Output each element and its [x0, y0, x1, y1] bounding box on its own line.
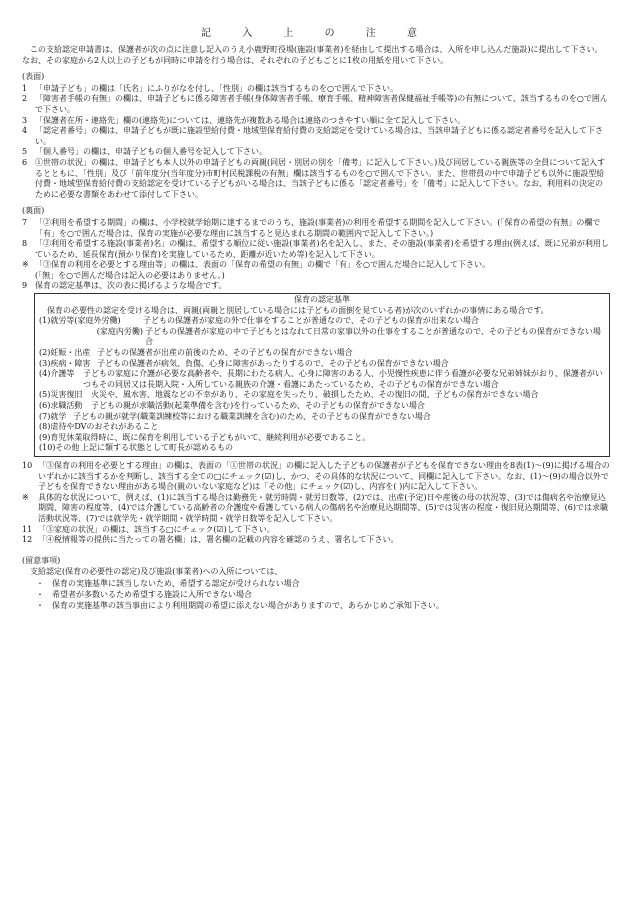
- bullet-icon: ・: [36, 600, 44, 610]
- item-text: 保育の認定基準は、次の表に掲げるような場合です。: [35, 281, 227, 291]
- bullet-icon: ・: [36, 578, 44, 588]
- criteria-label: (6)求職活動: [39, 401, 83, 410]
- list-item: [22, 589, 610, 600]
- item-number: 1: [22, 83, 28, 93]
- list-item: [22, 461, 610, 493]
- criteria-title: 保育の認定基準: [294, 295, 350, 305]
- item-number: 11: [22, 524, 33, 534]
- criteria-text: 子どもの保護者が出産の前後のため、その子どもの保育ができない場合: [97, 348, 353, 358]
- criteria-row: [39, 348, 605, 359]
- bullet-text: 希望者が多数いるため希望する施設に入所できない場合: [52, 589, 252, 599]
- back-heading: (裏面): [22, 206, 45, 216]
- item-number: 9: [22, 281, 28, 291]
- list-item: [22, 147, 610, 158]
- item-number: 7: [22, 217, 28, 227]
- item-text: 「障害者手帳の有無」の欄は、申請子どもに係る障害者手帳(身体障害者手帳、療育手帳、精神障害者保健福祉手帳等)の有無について、該当するものを○で囲んで下さい。: [35, 94, 608, 114]
- list-item: [22, 535, 610, 546]
- notes-heading: (留意事項): [22, 555, 61, 565]
- list-item: [22, 281, 610, 292]
- criteria-lead: 保育の必要性の認定を受ける場合は、両親(両親と別居している場合には子どもの面倒を見ている者)が次のいずれかの事情にある場合です。: [47, 305, 549, 315]
- criteria-row: (9)育児休業取得時に、既に保育を利用している子どもがいて、継続利用が必要であること。: [39, 432, 371, 442]
- item-number: 12: [22, 535, 33, 545]
- bullet-icon: ・: [36, 589, 44, 599]
- criteria-label: (7)就学: [39, 411, 67, 421]
- criteria-row: [39, 327, 605, 348]
- criteria-label: (3)疾病・障害: [39, 358, 91, 368]
- item-text: 「個人番号」の欄は、申請子どもの個人番号を記入して下さい。: [35, 147, 267, 157]
- item-text: 「②利用を希望する施設(事業者)名」の欄は、希望する順位に従い施設(事業者)名を記入し、また、その施設(事業者)を希望する理由(例えば、既に兄弟が利用しているため、延長保育(預かり保育)を実施しているため、距離が近いため等)を記入して下さい。: [35, 239, 609, 259]
- item-number: 6: [22, 157, 28, 167]
- list-item: [22, 126, 610, 147]
- notes-lead: 支給認定(保育の必要性の認定)及び施設(事業者)への入所については、: [30, 567, 283, 577]
- front-items: [22, 84, 610, 201]
- list-item: [22, 158, 610, 200]
- intro-paragraph: この支給認定申請書は、保護者が次の点に注意し記入のうえ小鹿野町役場(施設(事業者)を経由して提出する場合は、入所を申し込んだ施設)に提出して下さい。なお、その家庭から2人以上の子どもが同時に申請を行う場合は、それぞれの子どもごとに1枚の用紙を用いて下さい。: [22, 45, 603, 65]
- item-text: 「③家庭の状況」の欄は、該当する□にチェック(☑)して下さい。: [38, 524, 275, 534]
- item-text: 「③保育の利用を必要とする理由」の欄は、表面の「①世帯の状況」の欄に記入した子どもの保護者が子どもを保育できない理由を8表(1)〜(9)に掲げる場合のいずれかに該当するかを判断し、該当する全ての□にチェック(☑)し、かつ、その具体的な状況について、同欄に記入して下さい。なお、(1)〜(9)の場合以外で子どもを保育できない理由がある場合(親のいない家庭など)は「その他」にチェック(☑)し、内容を( )内に記入して下さい。: [38, 460, 610, 492]
- item-text: 「保護者在所・連絡先」欄の(連絡先)については、連絡先が複数ある場合は連絡のつきやすい順に全て記入して下さい。: [35, 115, 466, 125]
- criteria-text: 子どもの保護者が家庭の外で仕事をすることが普通なので、その子どもの保育が出来ない場合: [143, 316, 479, 326]
- criteria-box: [34, 293, 610, 457]
- criteria-row: [39, 443, 605, 454]
- list-item: [22, 260, 610, 281]
- list-item: [22, 493, 610, 525]
- item-text: 「④税情報等の提供に当たっての署名欄」は、署名欄の記載の内容を確認のうえ、署名して下さい。: [38, 535, 399, 545]
- list-item: [22, 94, 610, 115]
- criteria-label: (10)その他: [39, 443, 80, 453]
- criteria-text: 火災や、風水害、地震などの不幸があり、その家庭を失ったり、破損したため、その復旧の間、子どもの保育ができない場合: [91, 390, 539, 400]
- list-item: [22, 578, 610, 589]
- page-title: 記 入 上 の 注 意: [201, 28, 431, 39]
- bullet-text: 保育の実施基準に該当しないため、希望する認定が受けられない場合: [52, 578, 300, 588]
- back-items: [22, 218, 610, 292]
- item-text: 「認定者番号」の欄は、申請子どもが既に施設型給付費・地域型保育給付費の支給認定を受けている場合は、当該申請子どもに係る認定者番号を記入して下さい。: [35, 126, 603, 146]
- item-number: ※: [22, 492, 29, 502]
- criteria-text: 子どもの親が就学(職業訓練校等における職業訓練を含む)のため、その子どもの保育ができない場合: [73, 411, 431, 421]
- criteria-row: [39, 390, 605, 401]
- item-number: 3: [22, 115, 28, 125]
- bullet-text: 保育の実施基準の該当事由により利用期間の希望に添えない場合がありますので、あらかじめご承知下さい。: [52, 600, 444, 610]
- list-item: [22, 218, 610, 239]
- item-number: ※: [22, 260, 29, 270]
- criteria-label: (4)介護等: [39, 369, 75, 379]
- criteria-row: [39, 359, 605, 370]
- item-number: 8: [22, 239, 28, 249]
- list-item: [22, 525, 610, 536]
- criteria-label: (2)妊娠・出産: [39, 348, 91, 358]
- list-item: [22, 239, 610, 260]
- criteria-text: 子どもの親が求職活動(起業準備を含む)を行っているため、その子どもの保育ができない場合: [91, 401, 425, 410]
- item-text: 「②利用を希望する期間」の欄は、小学校就学始期に達するまでのうち、施設(事業者)の利用を希望する期間を記入して下さい。(「保育の希望の有無」の欄で「有」を○で囲んだ場合は、保育の実施が必要な理由に該当すると見込まれる期間の範囲内で記入して下さい。): [35, 217, 601, 238]
- item-number: 5: [22, 147, 28, 157]
- criteria-row: [39, 316, 605, 327]
- item-number: 10: [22, 460, 33, 470]
- item-text: ①世帯の状況」の欄は、申請子ども本人以外の申請子どもの両親(同居・別居の別を「備考」に記入して下さい。)及び同居している親族等の全員について記入するとともに、「性別」及び「前年度分(当年度分)市町村民税課税の有無」欄は該当するものを○で囲んで下さい。また、世帯員の中で申請子ども以外に施設型給付費・地域型保育給付費の支給認定を受けている子どもがいる場合は、当該子どもに係る「認定者番号」を「備考」に記入して下さい。なお、利用料の決定のために必要な書類をあわせて添付して下さい。: [35, 157, 606, 199]
- criteria-row: (8)虐待やDVのおそれがあること: [39, 422, 159, 432]
- list-item: [22, 84, 610, 95]
- list-item: [22, 600, 610, 611]
- item-text: 「申請子ども」の欄は「氏名」にふりがなを付し、「性別」の欄は該当するものを○で囲んで下さい。: [35, 83, 398, 93]
- criteria-text: 子どもの家庭に介護が必要な高齢者や、長期にわたる病人、心身に障害のある人、小児慢性疾患に伴う看護が必要な兄弟姉妹がおり、保護者がいつもその同居又は長期入院・入所している親族の介護・看護にあたっているため、その子どもの保育ができない場合: [83, 369, 603, 389]
- list-item: [22, 116, 610, 127]
- item-number: 4: [22, 126, 28, 136]
- item-text: 「③保育の利用を必要とする理由等」の欄は、表面の「保育の希望の有無」の欄で「有」を○で囲んだ場合に記入して下さい。 (「無」を○で囲んだ場合は記入の必要はありません。): [35, 260, 490, 280]
- item-number: 2: [22, 94, 28, 104]
- item-text: 具体的な状況について、例えば、(1)に該当する場合は勤務先・就労時間・就労日数等、(2)では、出産(予定)日や産後の母の状況等、(3)では傷病名や治療見込期間、障害の程度等、(4)では介護している高齢者の介護度や看護している病人の傷病名や治療見込期間等、(5)では災害の程度・復旧見込期間等、(6)では求職活動状況等、(7)では就学先・就学期間・就学時間・就学日数等を記入して下さい。: [38, 492, 608, 523]
- front-heading: (表面): [22, 72, 45, 82]
- after-items: [22, 461, 610, 546]
- criteria-row: [39, 401, 605, 412]
- criteria-row: [39, 369, 605, 390]
- criteria-label: (1)就労等(家庭外労働): [39, 316, 121, 326]
- criteria-text: 上記に類する状態として町長が認めるもの: [81, 443, 233, 453]
- criteria-label: (5)災害復旧: [39, 390, 83, 400]
- criteria-row: [39, 412, 605, 423]
- criteria-label: (家庭内労働): [96, 326, 143, 336]
- criteria-text: 子どもの保護者が病気、負傷、心身に障害があったりするので、その子どもの保育ができない場合: [97, 358, 449, 368]
- criteria-text: 子どもの保護者が家庭の中で子どもとはなれて日常の家事以外の仕事をすることが普通なので、その子どもの保育ができない場合: [145, 326, 601, 347]
